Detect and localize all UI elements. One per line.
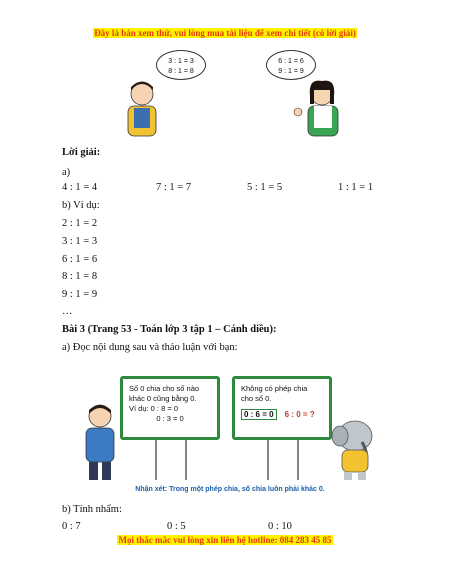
answer-cell: 5 : 1 = 5	[247, 182, 283, 193]
speech-bubble-left: 3 : 1 = 3 8 : 1 = 8	[156, 50, 206, 80]
note-text: Nhận xét: Trong một phép chia, số chia luôn phải khác 0.	[135, 486, 325, 493]
solution-title: Lời giải:	[62, 147, 101, 158]
example-line: 9 : 1 = 9	[62, 289, 98, 300]
header-banner: Đây là bản xem thử, vui lòng mua tài liệu để xem chi tiết (có lời giải)	[94, 28, 356, 38]
board-zero-divided: Số 0 chia cho số nào khác 0 cũng bằng 0. Ví dụ: 0 : 8 = 0 0 : 3 = 0	[120, 376, 220, 440]
speech-bubble-right: 6 : 1 = 6 9 : 1 = 9	[266, 50, 316, 80]
part-a-label: a)	[62, 167, 71, 178]
example-line: 3 : 1 = 3	[62, 236, 98, 247]
board-no-division-by-zero: Không có phép chia cho số 0. 0 : 6 = 0 6 : 0 = ?	[232, 376, 332, 440]
mental-math-cell: 0 : 7	[62, 521, 81, 532]
answer-cell: 4 : 1 = 4	[62, 182, 98, 193]
mental-math-cell: 0 : 10	[268, 521, 292, 532]
boards-illustration	[80, 372, 380, 500]
footer-banner: Mọi thắc mắc vui lòng xin liên hệ hotline: 084 283 45 85	[118, 535, 332, 545]
example-line: 8 : 1 = 8	[62, 271, 98, 282]
answer-cell: 7 : 1 = 7	[156, 182, 192, 193]
example-line: 6 : 1 = 6	[62, 254, 98, 265]
ellipsis: …	[62, 306, 73, 317]
exercise-part-b: b) Tính nhẩm:	[62, 504, 122, 515]
example-line: 2 : 1 = 2	[62, 218, 98, 229]
exercise-part-a: a) Đọc nội dung sau và thảo luận với bạn:	[62, 342, 238, 353]
girl-figure	[290, 78, 352, 140]
boy-figure	[112, 78, 172, 140]
part-b-label: b) Ví dụ:	[62, 200, 100, 211]
board-stand-right	[258, 440, 308, 480]
answer-cell: 1 : 1 = 1	[338, 182, 374, 193]
boy-pointing-figure	[80, 402, 122, 482]
board-stand-left	[146, 440, 196, 480]
elephant-figure	[330, 416, 380, 482]
children-illustration	[112, 50, 352, 140]
mental-math-cell: 0 : 5	[167, 521, 186, 532]
exercise-title: Bài 3 (Trang 53 - Toán lớp 3 tập 1 – Cánh diều):	[62, 324, 277, 335]
